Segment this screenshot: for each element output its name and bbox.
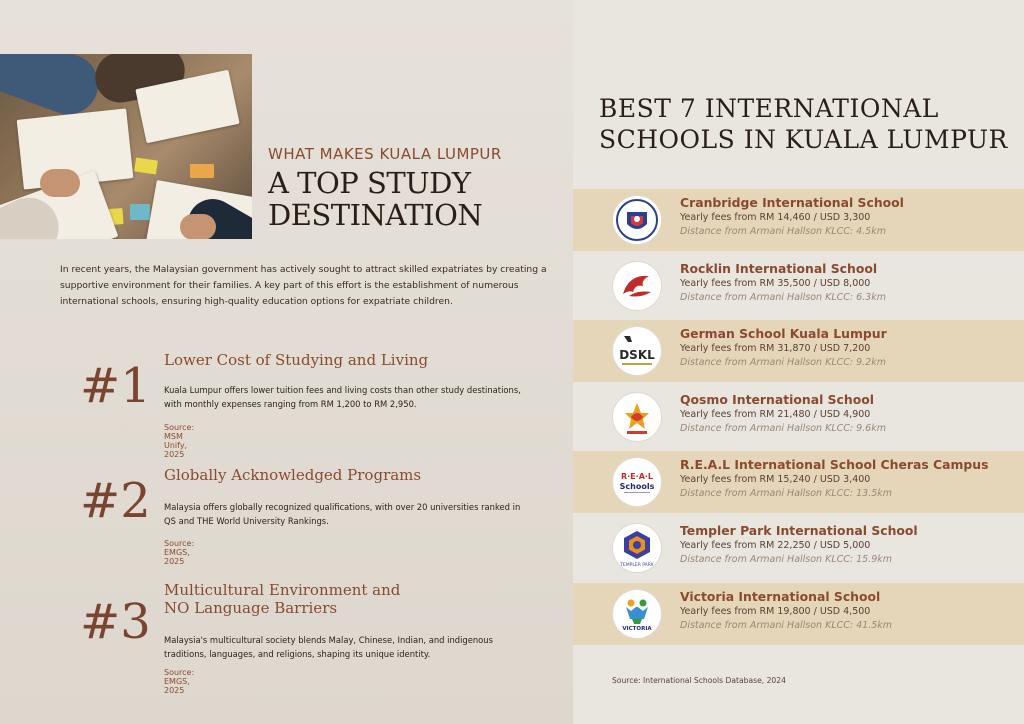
school-distance: Distance from Armani Hallson KLCC: 41.5km	[680, 620, 893, 631]
victoria-logo-text: VICTORIA	[622, 626, 652, 632]
dskl-logo-text: DSKL	[619, 348, 655, 362]
real-logo-top-text: R·E·A·L	[620, 472, 654, 481]
page-headline	[268, 167, 482, 231]
schools-title-line-1: BEST 7 INTERNATIONAL	[599, 94, 939, 123]
school-name: Qosmo International School	[680, 392, 874, 407]
reason-title	[164, 581, 400, 617]
school-fees: Yearly fees from RM 35,500 / USD 8,000	[680, 278, 871, 289]
school-fees: Yearly fees from RM 22,250 / USD 5,000	[680, 540, 871, 551]
reason-source: Source: EMGS, 2025	[164, 539, 195, 566]
school-name: German School Kuala Lumpur	[680, 326, 887, 341]
headline-eyebrow: WHAT MAKES KUALA LUMPUR	[268, 145, 502, 163]
school-distance: Distance from Armani Hallson KLCC: 9.2km	[680, 357, 886, 368]
school-row	[573, 386, 1024, 448]
reason-number: #3	[80, 594, 151, 650]
school-name: Rocklin International School	[680, 261, 878, 276]
school-name: R.E.A.L International School Cheras Campus	[680, 457, 989, 472]
school-fees: Yearly fees from RM 15,240 / USD 3,400	[680, 474, 871, 485]
headline-line-2: DESTINATION	[268, 198, 483, 232]
school-fees: Yearly fees from RM 14,460 / USD 3,300	[680, 212, 871, 223]
rocklin-eagle-logo-icon	[612, 261, 662, 311]
reason-description: Kuala Lumpur offers lower tuition fees and living costs than other study destinations, with monthly expenses ranging from RM 1,200 to RM 2,950.	[164, 385, 521, 409]
templer-logo-text: TEMPLER PARK	[620, 563, 654, 568]
school-name: Cranbridge International School	[680, 195, 904, 210]
school-row	[573, 517, 1024, 579]
dskl-logo-icon	[612, 326, 662, 376]
school-fees: Yearly fees from RM 19,800 / USD 4,500	[680, 606, 871, 617]
reason-source: Source: EMGS, 2025	[164, 668, 195, 695]
school-name: Templer Park International School	[680, 523, 918, 538]
reason-title: Globally Acknowledged Programs	[164, 466, 422, 484]
school-row	[573, 255, 1024, 317]
reason-number: #2	[80, 473, 151, 529]
reason-title-line-2: NO Language Barriers	[164, 599, 338, 617]
students-studying-photo	[0, 54, 252, 239]
school-row	[573, 451, 1024, 513]
real-logo-bottom-text: Schools	[619, 482, 655, 491]
schools-title	[599, 93, 1008, 155]
reason-title: Lower Cost of Studying and Living	[164, 351, 429, 369]
school-fees: Yearly fees from RM 31,870 / USD 7,200	[680, 343, 871, 354]
schools-title-line-2: SCHOOLS IN KUALA LUMPUR	[599, 125, 1008, 154]
qosmo-logo-icon	[612, 392, 662, 442]
school-name: Victoria International School	[680, 589, 881, 604]
reason-description: Malaysia offers globally recognized qualifications, with over 20 universities ranked in QS and THE World University Rankings.	[164, 502, 521, 526]
headline-line-1: A TOP STUDY	[268, 166, 471, 200]
school-distance: Distance from Armani Hallson KLCC: 9.6km	[680, 423, 886, 434]
reason-title-line-1: Multicultural Environment and	[164, 581, 401, 599]
school-row	[573, 583, 1024, 645]
schools-source: Source: International Schools Database, 2024	[612, 676, 786, 685]
templer-park-logo-icon	[612, 523, 662, 573]
school-row	[573, 189, 1024, 251]
school-distance: Distance from Armani Hallson KLCC: 13.5km	[680, 488, 893, 499]
school-distance: Distance from Armani Hallson KLCC: 4.5km	[680, 226, 886, 237]
school-row	[573, 320, 1024, 382]
reason-description: Malaysia's multicultural society blends Malay, Chinese, Indian, and indigenous traditions, languages, and religions, shaping its unique identity.	[164, 635, 493, 659]
reason-source: Source: MSM Unify, 2025	[164, 423, 195, 459]
real-schools-logo-icon	[612, 457, 662, 507]
school-distance: Distance from Armani Hallson KLCC: 6.3km	[680, 292, 886, 303]
intro-paragraph: In recent years, the Malaysian government has actively sought to attract skilled expatriates by creating a supportive environment for their families. A key part of this effort is the establishment of numerous international schools, ensuring high-quality education options for expatriate children.	[60, 264, 547, 307]
cranbridge-crest-logo-icon	[612, 195, 662, 245]
victoria-logo-icon	[612, 589, 662, 639]
reason-number: #1	[80, 358, 151, 414]
school-distance: Distance from Armani Hallson KLCC: 15.9km	[680, 554, 893, 565]
school-fees: Yearly fees from RM 21,480 / USD 4,900	[680, 409, 871, 420]
